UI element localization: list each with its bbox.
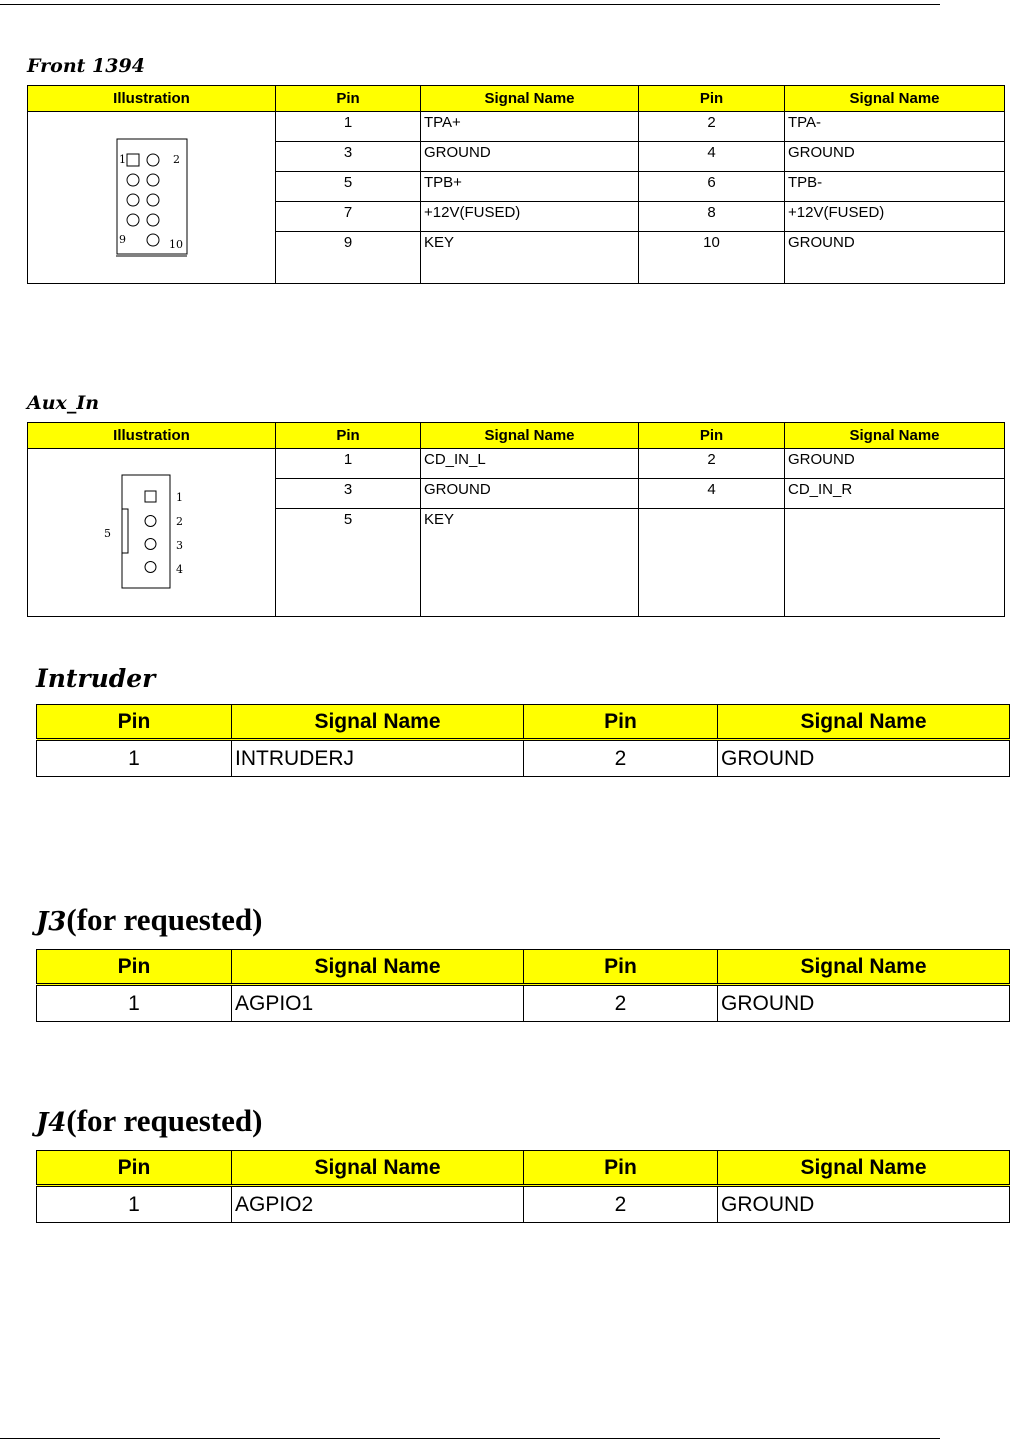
- header-pin: Pin: [276, 86, 421, 112]
- header-signal-name: Signal Name: [718, 1151, 1010, 1186]
- header-signal-name: Signal Name: [421, 423, 639, 449]
- header-signal-name: Signal Name: [232, 950, 524, 985]
- pin-cell: 1: [37, 985, 232, 1022]
- pin-cell: 8: [639, 202, 785, 232]
- pin-cell: 5: [276, 172, 421, 202]
- table-header-row: [28, 423, 1005, 449]
- pin-cell: 2: [639, 449, 785, 479]
- bottom-rule: [0, 1438, 940, 1439]
- table-row: [37, 985, 1010, 1022]
- signal-cell: GROUND: [718, 1186, 1010, 1223]
- signal-cell: GROUND: [718, 740, 1010, 777]
- table-header-row: [28, 86, 1005, 112]
- j3-title-label: J3: [36, 907, 67, 937]
- header-signal-name: Signal Name: [785, 423, 1005, 449]
- signal-cell: KEY: [421, 509, 639, 617]
- header-signal-name: Signal Name: [718, 705, 1010, 740]
- table-row: [37, 740, 1010, 777]
- signal-cell: AGPIO1: [232, 985, 524, 1022]
- auxin-illustration: [28, 449, 276, 617]
- signal-cell: +12V(FUSED): [785, 202, 1005, 232]
- connector-4pin-diagram: [97, 465, 207, 595]
- pin-cell: 1: [37, 740, 232, 777]
- signal-cell: GROUND: [421, 142, 639, 172]
- header-signal-name: Signal Name: [718, 950, 1010, 985]
- pin-label-2: 2: [172, 153, 180, 166]
- j4-title: [36, 1103, 262, 1141]
- pin-label-1: 1: [118, 153, 126, 166]
- front1394-table: [27, 85, 1005, 284]
- j4-table: [36, 1150, 1010, 1223]
- header-signal-name: Signal Name: [232, 1151, 524, 1186]
- table-header-row: [37, 950, 1010, 985]
- j3-title-suffix: (for requested): [66, 902, 263, 937]
- pin-cell: 6: [639, 172, 785, 202]
- connector-10pin-diagram: [97, 130, 207, 260]
- intruder-table: [36, 704, 1010, 777]
- header-pin: Pin: [524, 1151, 718, 1186]
- table-row: [37, 1186, 1010, 1223]
- signal-cell: AGPIO2: [232, 1186, 524, 1223]
- top-rule: [0, 4, 940, 5]
- pin-cell: 2: [524, 1186, 718, 1223]
- pin-cell: 9: [276, 232, 421, 284]
- signal-cell: TPA+: [421, 112, 639, 142]
- signal-cell: KEY: [421, 232, 639, 284]
- signal-cell: +12V(FUSED): [421, 202, 639, 232]
- pin-label-4: 4: [175, 563, 183, 576]
- pin-cell: 2: [524, 985, 718, 1022]
- auxin-title: Aux_In: [27, 392, 100, 414]
- pin-label-9: 9: [118, 233, 126, 246]
- pin-cell: 7: [276, 202, 421, 232]
- header-pin: Pin: [639, 86, 785, 112]
- signal-cell: GROUND: [785, 449, 1005, 479]
- pin-cell: 2: [524, 740, 718, 777]
- j4-title-label: J4: [36, 1108, 67, 1138]
- signal-cell: GROUND: [421, 479, 639, 509]
- header-signal-name: Signal Name: [232, 705, 524, 740]
- header-pin: Pin: [37, 705, 232, 740]
- pin-cell: 5: [276, 509, 421, 617]
- pin-cell: 3: [276, 479, 421, 509]
- table-row: [28, 112, 1005, 142]
- pin-cell: 10: [639, 232, 785, 284]
- signal-cell: TPA-: [785, 112, 1005, 142]
- table-header-row: [37, 705, 1010, 740]
- header-illustration: Illustration: [28, 86, 276, 112]
- j4-title-suffix: (for requested): [66, 1103, 263, 1138]
- pin-label-1: 1: [175, 491, 183, 504]
- signal-cell: CD_IN_L: [421, 449, 639, 479]
- pin-label-10: 10: [168, 238, 183, 251]
- signal-cell: GROUND: [718, 985, 1010, 1022]
- signal-cell: CD_IN_R: [785, 479, 1005, 509]
- header-illustration: Illustration: [28, 423, 276, 449]
- table-row: [28, 449, 1005, 479]
- pin-cell: 1: [37, 1186, 232, 1223]
- pin-cell: [639, 509, 785, 617]
- pin-cell: 3: [276, 142, 421, 172]
- header-pin: Pin: [524, 950, 718, 985]
- header-signal-name: Signal Name: [421, 86, 639, 112]
- auxin-table: [27, 422, 1005, 617]
- pin-label-2: 2: [175, 515, 183, 528]
- header-pin: Pin: [37, 950, 232, 985]
- header-signal-name: Signal Name: [785, 86, 1005, 112]
- header-pin: Pin: [37, 1151, 232, 1186]
- pin-cell: 1: [276, 112, 421, 142]
- front1394-illustration: [28, 112, 276, 284]
- j3-table: [36, 949, 1010, 1022]
- pin-cell: 4: [639, 479, 785, 509]
- pin-cell: 4: [639, 142, 785, 172]
- header-pin: Pin: [639, 423, 785, 449]
- pin-label-3: 3: [175, 539, 183, 552]
- front1394-title: Front 1394: [27, 55, 145, 77]
- table-header-row: [37, 1151, 1010, 1186]
- pin-cell: 1: [276, 449, 421, 479]
- signal-cell: GROUND: [785, 142, 1005, 172]
- pin-cell: 2: [639, 112, 785, 142]
- header-pin: Pin: [524, 705, 718, 740]
- signal-cell: GROUND: [785, 232, 1005, 284]
- intruder-title: Intruder: [36, 664, 156, 693]
- signal-cell: TPB-: [785, 172, 1005, 202]
- header-pin: Pin: [276, 423, 421, 449]
- pin-label-5: 5: [103, 527, 111, 540]
- signal-cell: INTRUDERJ: [232, 740, 524, 777]
- signal-cell: TPB+: [421, 172, 639, 202]
- j3-title: [36, 902, 262, 940]
- signal-cell: [785, 509, 1005, 617]
